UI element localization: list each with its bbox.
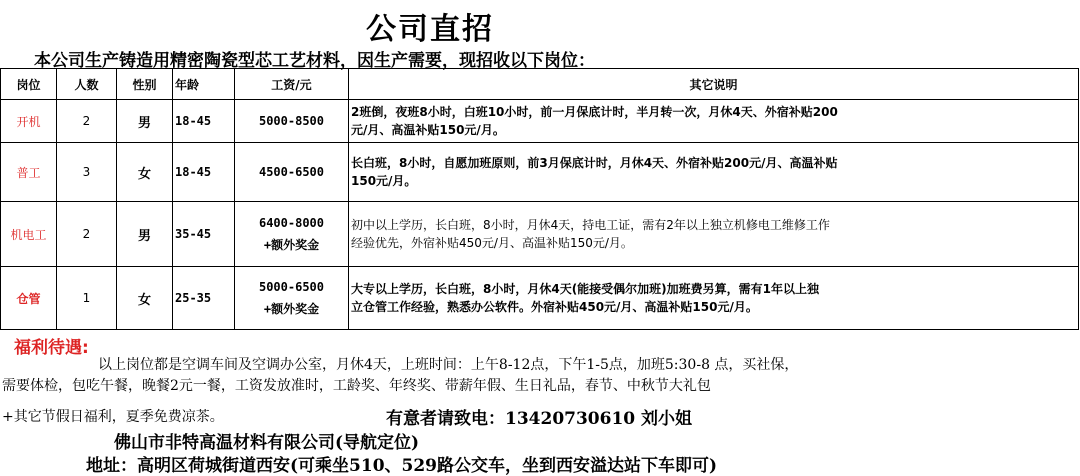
contact-phone: 有意者请致电：13420730610 刘小姐: [386, 409, 693, 429]
row-position: 开机: [1, 100, 57, 143]
row-count: 2: [57, 202, 117, 267]
notes-line: 经验优先，外宿补贴450元/月、高温补贴150元/月。: [351, 236, 633, 250]
job-table: [0, 68, 1079, 330]
row-age: 35-45: [173, 202, 235, 267]
salary-range: 5000-8500: [258, 114, 325, 128]
notes-line: 立仓管工作经验，熟悉办公软件。外宿补贴450元/月、高温补贴150元/月。: [351, 300, 758, 314]
row-notes: [349, 100, 1079, 143]
row-gender: 女: [117, 267, 173, 330]
salary-bonus: +额外奖金: [263, 301, 320, 316]
welfare-line: +其它节假日福利，夏季免费凉茶。: [2, 409, 224, 425]
row-position: 仓管: [1, 267, 57, 330]
salary-range: 4500-6500: [258, 165, 325, 179]
company-address: 地址：高明区荷城街道西安(可乘坐510、529路公交车，坐到西安溢达站下车即可): [86, 456, 718, 476]
notes-line: 长白班，8小时，自愿加班原则，前3月保底计时，月休4天、外宿补贴200元/月、高温补贴: [351, 156, 838, 170]
welfare-title: 福利待遇:: [14, 338, 89, 358]
row-age: 25-35: [173, 267, 235, 330]
table-row: [1, 202, 1079, 267]
table-row: [1, 100, 1079, 143]
row-salary: [235, 202, 349, 267]
salary-range: 6400-8000: [258, 215, 325, 230]
row-notes: [349, 143, 1079, 202]
welfare-line: 以上岗位都是空调车间及空调办公室，月休4天，上班时间：上午8-12点，下午1-5点，加班5:30-8 点，买社保，: [98, 357, 799, 373]
row-age: 18-45: [173, 143, 235, 202]
page-title: 公司直招: [366, 12, 494, 47]
row-salary: [235, 143, 349, 202]
welfare-line: 需要体检，包吃午餐，晚餐2元一餐，工资发放准时，工龄奖、年终奖、带薪年假、生日礼品，春节、中秋节大礼包: [2, 378, 711, 394]
salary-range: 5000-6500: [258, 279, 325, 294]
row-gender: 男: [117, 202, 173, 267]
row-count: 3: [57, 143, 117, 202]
header-salary: 工资/元: [235, 69, 349, 100]
header-gender: 性别: [117, 69, 173, 100]
notes-line: 初中以上学历，长白班，8小时，月休4天，持电工证，需有2年以上独立机修电工维修工作: [351, 218, 830, 232]
header-notes: 其它说明: [349, 69, 1079, 100]
row-notes: [349, 202, 1079, 267]
row-gender: 女: [117, 143, 173, 202]
notes-line: 元/月、高温补贴150元/月。: [351, 123, 505, 137]
table-row: [1, 267, 1079, 330]
row-age: 18-45: [173, 100, 235, 143]
header-position: 岗位: [1, 69, 57, 100]
row-position: 机电工: [1, 202, 57, 267]
header-count: 人数: [57, 69, 117, 100]
row-position: 普工: [1, 143, 57, 202]
row-notes: [349, 267, 1079, 330]
header-age: 年龄: [173, 69, 235, 100]
row-count: 1: [57, 267, 117, 330]
row-gender: 男: [117, 100, 173, 143]
salary-bonus: +额外奖金: [263, 237, 320, 252]
notes-line: 150元/月。: [351, 174, 417, 188]
row-salary: [235, 100, 349, 143]
company-name: 佛山市非特高温材料有限公司(导航定位): [114, 433, 420, 453]
intro-text: 本公司生产铸造用精密陶瓷型芯工艺材料，因生产需要，现招收以下岗位：: [34, 51, 595, 71]
row-count: 2: [57, 100, 117, 143]
notes-line: 2班倒，夜班8小时，白班10小时，前一月保底计时，半月转一次，月休4天、外宿补贴200: [351, 105, 838, 119]
table-header-row: [1, 69, 1079, 100]
notes-line: 大专以上学历，长白班，8小时，月休4天(能接受偶尔加班)加班费另算，需有1年以上独: [351, 282, 820, 296]
table-row: [1, 143, 1079, 202]
row-salary: [235, 267, 349, 330]
